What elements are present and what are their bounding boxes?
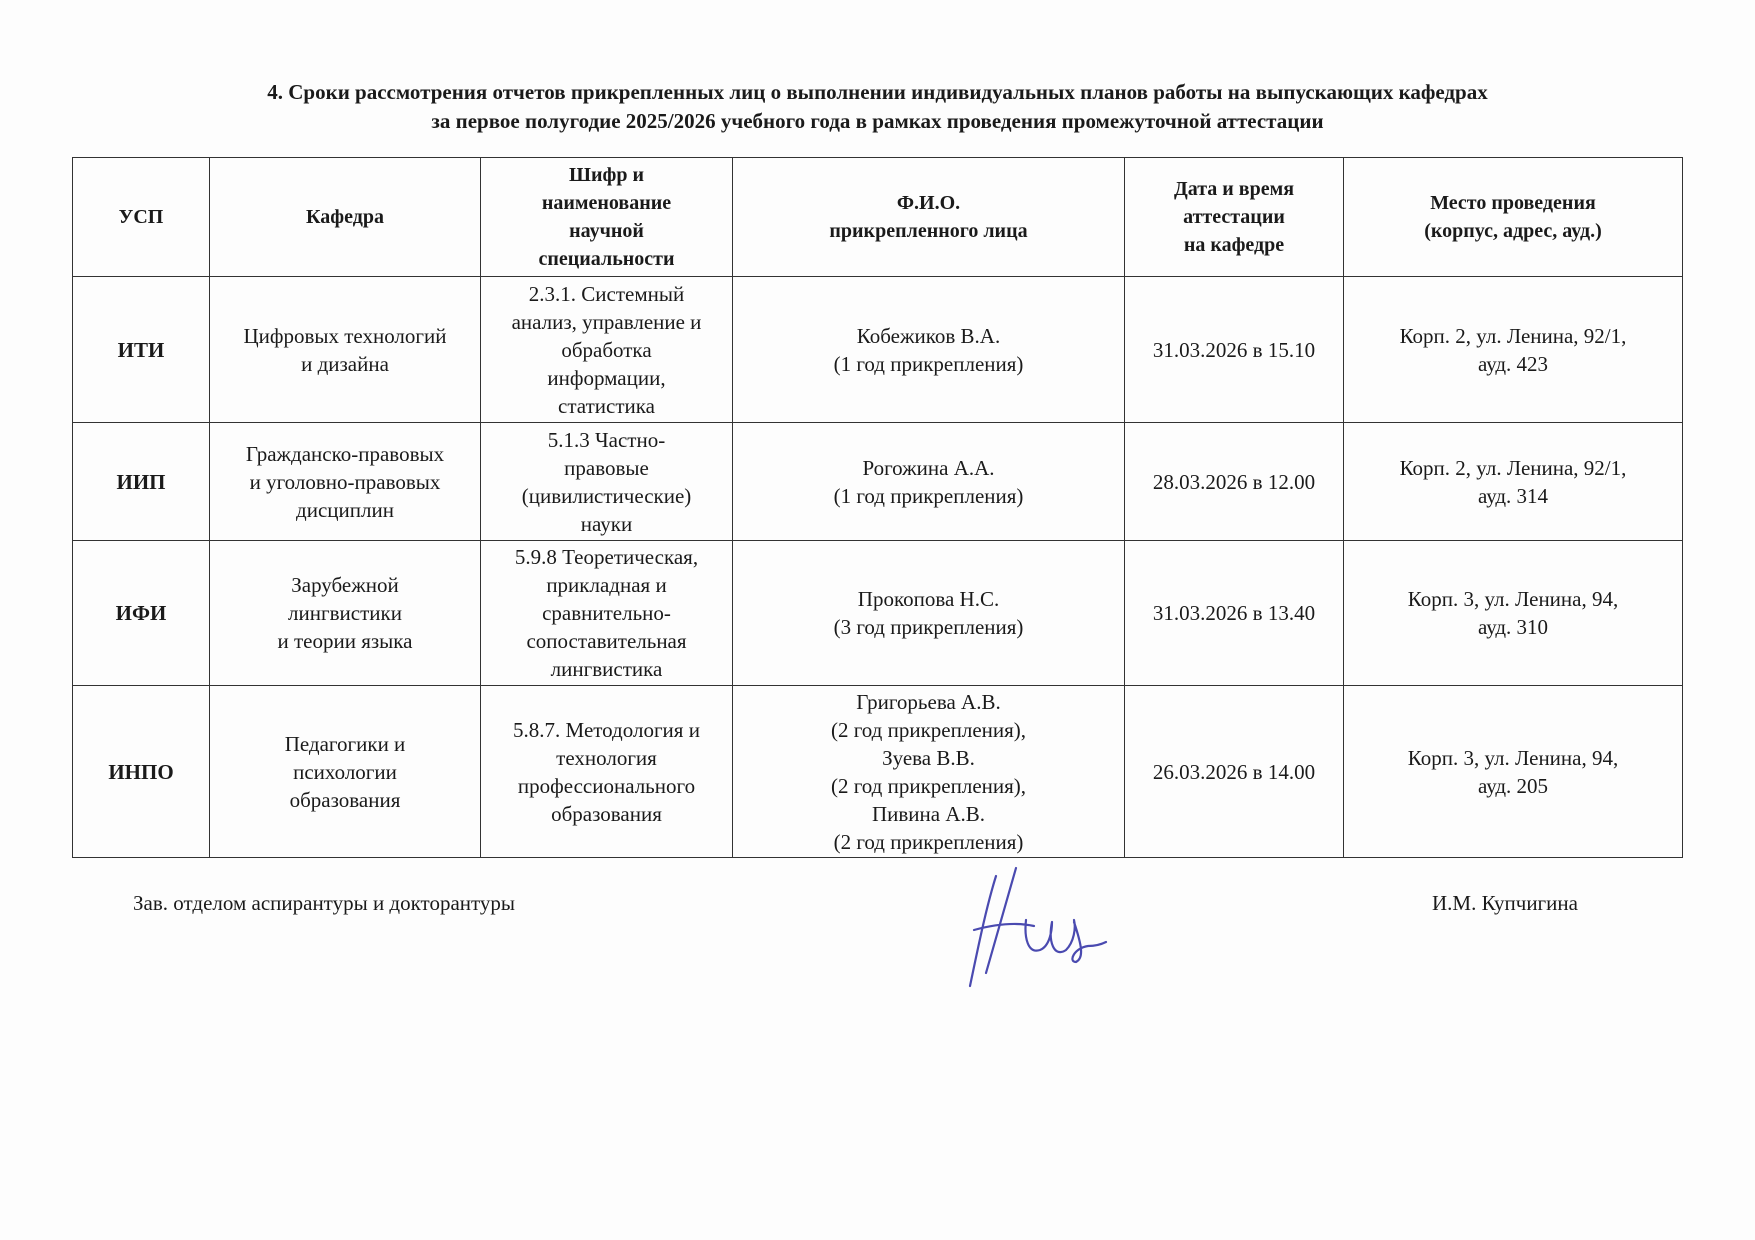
cell-persons xyxy=(733,541,1125,686)
cell-persons xyxy=(733,277,1125,423)
cell-line: 2.3.1. Системный xyxy=(528,281,685,306)
cell-line: Педагогики и xyxy=(284,731,406,756)
header-datetime xyxy=(1125,158,1344,277)
cell-line: (корпус, адрес, ауд.) xyxy=(1424,220,1602,242)
cell-department xyxy=(210,686,481,858)
cell-line: Место проведения xyxy=(1430,192,1596,214)
header-department xyxy=(210,158,481,277)
table-row xyxy=(73,686,1683,858)
cell-line: УСП xyxy=(118,206,164,228)
cell-line: Ф.И.О. xyxy=(896,192,961,214)
cell-line: сравнительно- xyxy=(542,601,671,625)
cell-line: специальности xyxy=(538,248,675,270)
cell-datetime: 31.03.2026 в 13.40 xyxy=(1125,541,1344,686)
cell-line: ауд. 314 xyxy=(1477,483,1549,508)
cell-line: образования xyxy=(289,787,401,812)
cell-specialty xyxy=(481,423,733,541)
cell-department xyxy=(210,277,481,423)
cell-line: статистика xyxy=(558,393,655,418)
cell-line: (цивилистические) xyxy=(521,483,692,508)
cell-specialty xyxy=(481,541,733,686)
table-header-row xyxy=(73,158,1683,277)
header-place xyxy=(1344,158,1683,277)
cell-line: науки xyxy=(580,511,633,536)
signatory-name: И.М. Купчигина xyxy=(1432,891,1578,915)
cell-line: правовые xyxy=(564,455,649,480)
cell-line: научной xyxy=(569,220,644,242)
cell-line: Зуева В.В. xyxy=(882,745,975,770)
header-usp xyxy=(73,158,210,277)
title-line-1: 4. Сроки рассмотрения отчетов прикрепленных лиц о выполнении индивидуальных планов работы на выпускающих кафедрах xyxy=(267,80,1488,104)
title-line-2: за первое полугодие 2025/2026 учебного года в рамках проведения промежуточной аттестации xyxy=(431,109,1324,133)
cell-line: (3 год прикрепления) xyxy=(833,615,1024,639)
cell-place xyxy=(1344,541,1683,686)
cell-line: обработка xyxy=(561,337,652,362)
cell-line: лингвистики xyxy=(288,601,402,625)
cell-place xyxy=(1344,277,1683,423)
cell-line: ауд. 205 xyxy=(1477,773,1549,798)
header-person xyxy=(733,158,1125,277)
attestation-table xyxy=(72,157,1683,858)
cell-line: Прокопова Н.С. xyxy=(857,587,1000,611)
cell-line: Дата и время xyxy=(1173,178,1295,200)
cell-line: дисциплин xyxy=(296,497,394,522)
cell-line: Пивина А.В. xyxy=(871,801,986,826)
cell-line: (2 год прикрепления), xyxy=(830,773,1027,798)
cell-line: прикладная и xyxy=(546,573,667,597)
table-row xyxy=(73,277,1683,423)
cell-line: Кобежиков В.А. xyxy=(856,323,1001,348)
cell-line: и теории языка xyxy=(277,629,413,653)
cell-specialty xyxy=(481,686,733,858)
cell-department xyxy=(210,423,481,541)
header-specialty xyxy=(481,158,733,277)
cell-usp: ИФИ xyxy=(73,541,210,686)
cell-line: Корп. 2, ул. Ленина, 92/1, xyxy=(1399,455,1627,480)
cell-department xyxy=(210,541,481,686)
cell-line: лингвистика xyxy=(550,657,663,681)
cell-line: (2 год прикрепления) xyxy=(833,829,1024,854)
cell-line: аттестации xyxy=(1183,206,1285,228)
cell-datetime: 26.03.2026 в 14.00 xyxy=(1125,686,1344,858)
cell-line: 5.8.7. Методология и xyxy=(513,717,700,742)
cell-line: (1 год прикрепления) xyxy=(833,483,1024,508)
cell-line: Корп. 3, ул. Ленина, 94, xyxy=(1407,745,1619,770)
signatory-position: Зав. отделом аспирантуры и докторантуры xyxy=(133,891,516,915)
cell-line: Гражданско-правовых xyxy=(245,441,445,466)
cell-line: и уголовно-правовых xyxy=(249,469,441,494)
cell-datetime: 31.03.2026 в 15.10 xyxy=(1125,277,1344,423)
cell-persons xyxy=(733,686,1125,858)
cell-place xyxy=(1344,423,1683,541)
cell-line: прикрепленного лица xyxy=(829,220,1028,242)
cell-line: Шифр и xyxy=(569,164,644,186)
cell-line: информации, xyxy=(547,365,666,390)
cell-usp: ИНПО xyxy=(73,686,210,858)
cell-line: Корп. 2, ул. Ленина, 92/1, xyxy=(1399,323,1627,348)
cell-line: (1 год прикрепления) xyxy=(833,351,1024,376)
cell-line: Цифровых технологий xyxy=(243,323,447,348)
cell-line: анализ, управление и xyxy=(511,309,702,334)
cell-specialty xyxy=(481,277,733,423)
cell-line: профессионального xyxy=(517,773,696,798)
cell-persons xyxy=(733,423,1125,541)
cell-line: технология xyxy=(556,745,657,770)
handwritten-signature-icon xyxy=(956,858,1116,998)
cell-usp: ИИП xyxy=(73,423,210,541)
cell-line: на кафедре xyxy=(1183,234,1285,256)
cell-line: образования xyxy=(551,801,662,826)
cell-line: и дизайна xyxy=(301,351,389,376)
table-row xyxy=(73,423,1683,541)
cell-line: сопоставительная xyxy=(526,629,687,653)
cell-line: ауд. 423 xyxy=(1477,351,1549,376)
document-title xyxy=(80,78,1675,136)
cell-line: 5.1.3 Частно- xyxy=(547,427,666,452)
cell-datetime: 28.03.2026 в 12.00 xyxy=(1125,423,1344,541)
cell-line: наименование xyxy=(541,192,672,214)
table-row xyxy=(73,541,1683,686)
cell-line: Григорьева А.В. xyxy=(856,689,1001,714)
cell-line: Кафедра xyxy=(306,206,384,228)
cell-line: психологии xyxy=(293,759,397,784)
cell-line: Рогожина А.А. xyxy=(862,455,995,480)
cell-usp: ИТИ xyxy=(73,277,210,423)
cell-place xyxy=(1344,686,1683,858)
cell-line: Зарубежной xyxy=(291,573,399,597)
cell-line: Корп. 3, ул. Ленина, 94, xyxy=(1407,587,1619,611)
cell-line: (2 год прикрепления), xyxy=(830,717,1027,742)
cell-line: 5.9.8 Теоретическая, xyxy=(514,545,699,569)
cell-line: ауд. 310 xyxy=(1477,615,1549,639)
